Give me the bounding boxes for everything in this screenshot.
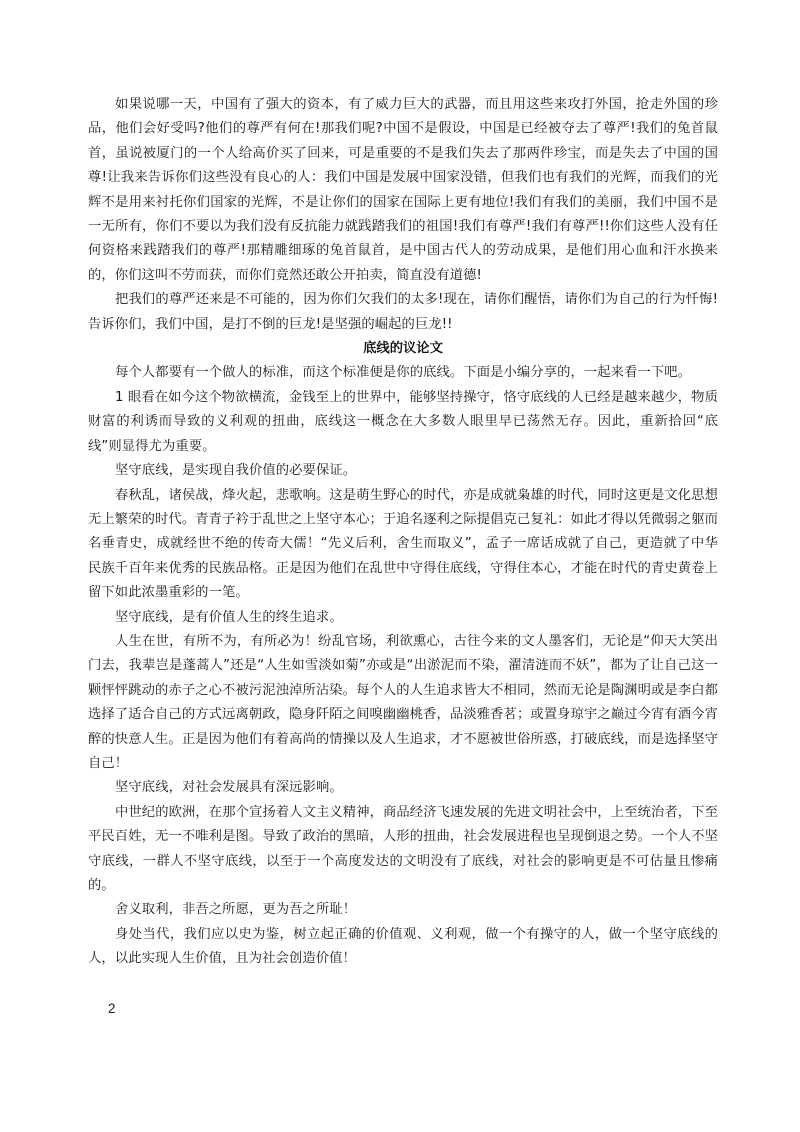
paragraph: 把我们的尊严还来是不可能的，因为你们欠我们的太多!现在，请你们醒悟，请你们为自己的行为忏悔!告诉你们，我们中国，是打不倒的巨龙!是坚强的崛起的巨龙!! [88,292,718,332]
paragraph: 中世纪的欧洲，在那个宣扬着人文主义精神，商品经济飞速发展的先进文明社会中，上至统治者，下至平民百姓，无一不唯利是图。导致了政治的黑暗，人形的扭曲，社会发展进程也呈现倒退之势。一个人不坚守底线，一群人不坚守底线，以至于一个高度发达的文明没有了底线，对社会的影响更是不可估量且惨痛的。 [88,804,718,893]
paragraph: 春秋乱，诸侯战，烽火起，悲歌响。这是萌生野心的时代，亦是成就枭雄的时代，同时这更是文化思想无上繁荣的时代。青青子衿于乱世之上坚守本心；于追名逐利之际提倡克己复礼：如此才得以凭微弱之躯而名垂青史，成就经世不绝的传奇大儒！“先义后利，舍生而取义”，孟子一席话成就了自己，更造就了中华民族千百年来优秀的民族品格。正是因为他们在乱世中守得住底线，守得住本心，才能在时代的青史黄卷上留下如此浓墨重彩的一笔。 [88,487,718,601]
paragraph: 坚守底线，是实现自我价值的必要保证。 [115,463,357,479]
paragraph: 每个人都要有一个做人的标准，而这个标准便是你的底线。下面是小编分享的，一起来看一下吧。 [115,365,692,381]
paragraph: 人生在世，有所不为，有所必为！纷乱官场，利欲熏心，古往今来的文人墨客们，无论是“仰天大笑出门去，我辈岂是蓬蒿人”还是“人生如雪淡如菊”亦或是“出淤泥而不染，濯清涟而不妖”，都为了让自己这一颗怦怦跳动的赤子之心不被污泥浊淖所沾染。每个人的人生追求皆大不相同，然而无论是陶渊明或是李白都选择了适合自己的方式远离朝政，隐身阡陌之间嗅幽幽桃香，品淡雅香茗；或置身琼宇之巅过今宵有酒今宵醉的快意人生。正是因为他们有着高尚的情操以及人生追求，才不愿被世俗所惑，打破底线，而是选择坚守自己！ [88,633,718,771]
page-number: 2 [108,1001,116,1016]
paragraph: 坚守底线，对社会发展具有深远影响。 [115,780,343,796]
paragraph: 1 眼看在如今这个物欲横流，金钱至上的世界中，能够坚持操守，恪守底线的人已经是越来越少，物质财富的利诱而导致的义利观的扭曲，底线这一概念在大多数人眼里早已荡然无存。因此，重新拾回“底线”则显得尤为重要。 [88,389,718,454]
paragraph: 如果说哪一天，中国有了强大的资本，有了威力巨大的武器，而且用这些来攻打外国，抢走外国的珍品，他们会好受吗?他们的尊严有何在!那我们呢?中国不是假设，中国是已经被夺去了尊严!我们的兔首鼠首，虽说被厦门的一个人给高价买了回来，可是重要的不是我们失去了那两件珍宝，而是失去了中国的国尊!让我来告诉你们这些没有良心的人：我们中国是发展中国家没错，但我们也有我们的光辉，而我们的光辉不是用来衬托你们国家的光辉，不是让你们的国家在国际上更有地位!我们有我们的美丽，我们中国不是一无所有，你们不要以为我们没有反抗能力就践踏我们的祖国!我们有尊严!我们有尊严!!你们这些人没有任何资格来践踏我们的尊严!那精雕细琢的兔首鼠首，是中国古代人的劳动成果，是他们用心血和汗水换来的，你们这叫不劳而获，而你们竟然还敢公开拍卖，简直没有道德! [88,97,718,283]
paragraph: 舍义取利，非吾之所愿，更为吾之所耻！ [115,902,357,918]
section-title: 底线的议论文 [363,341,443,357]
paragraph: 坚守底线，是有价值人生的终生追求。 [115,609,343,625]
document-body [88,93,718,972]
paragraph: 身处当代，我们应以史为鉴，树立起正确的价值观、义利观，做一个有操守的人，做一个坚守底线的人，以此实现人生价值，且为社会创造价值！ [88,926,718,967]
